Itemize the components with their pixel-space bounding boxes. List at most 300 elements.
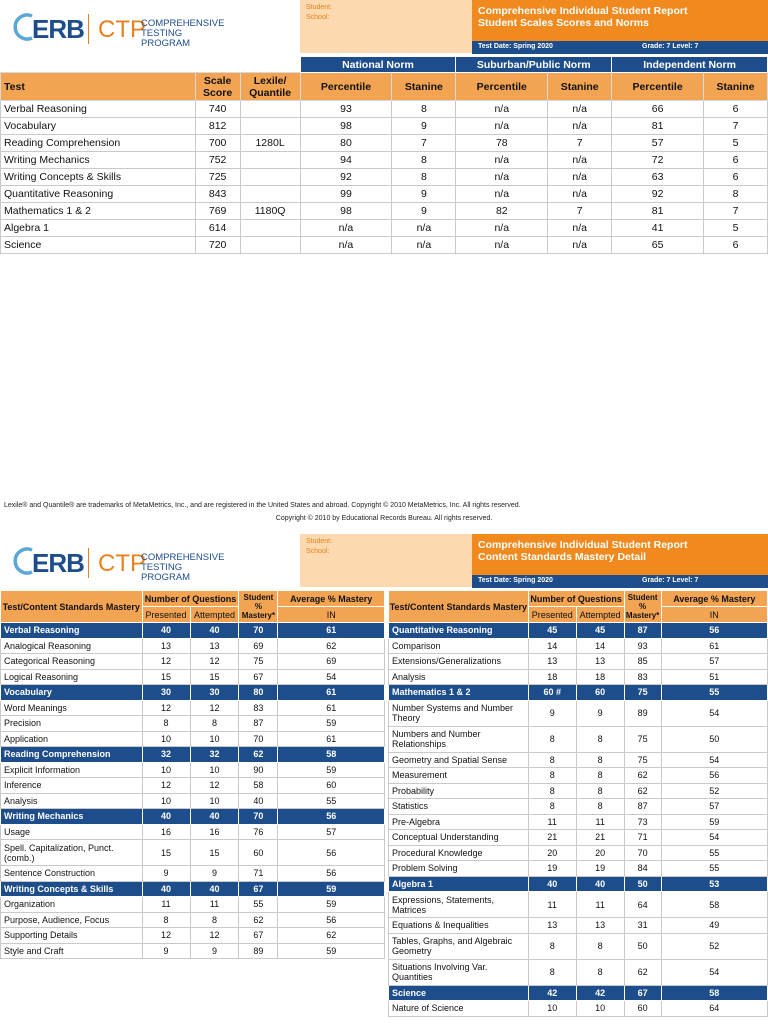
- mastery-cell: 54: [661, 830, 767, 846]
- report-title-line2: Student Scales Scores and Norms: [478, 17, 649, 29]
- score-cell: n/a: [456, 237, 548, 254]
- mastery-cell: 62: [624, 959, 661, 985]
- mastery-cell: 71: [624, 830, 661, 846]
- standard-name: Precision: [1, 716, 143, 732]
- mastery-cell: 32: [190, 747, 239, 763]
- copyright-notice: Copyright © 2010 by Educational Records Bureau. All rights reserved.: [275, 515, 493, 522]
- standard-name: Geometry and Spatial Sense: [389, 752, 529, 768]
- mastery-cell: 8: [576, 726, 624, 752]
- mastery-cell: 90: [239, 762, 278, 778]
- test-date: Test Date: Spring 2020: [478, 577, 553, 584]
- score-cell: n/a: [456, 169, 548, 186]
- mastery-cell: 12: [142, 700, 190, 716]
- mastery-cell: 55: [661, 845, 767, 861]
- col-test-standards: Test/Content Standards Mastery: [389, 591, 529, 623]
- score-cell: 8: [392, 101, 456, 118]
- mastery-cell: 8: [190, 912, 239, 928]
- logo-ctp-text: CTP: [98, 16, 146, 43]
- standard-row: [1, 638, 385, 654]
- mastery-cell: 75: [624, 726, 661, 752]
- mastery-cell: 9: [142, 943, 190, 959]
- mastery-cell: 56: [661, 623, 767, 639]
- report-title-2: [472, 534, 768, 575]
- mastery-cell: 62: [239, 747, 278, 763]
- standard-name: Word Meanings: [1, 700, 143, 716]
- mastery-cell: 56: [278, 912, 385, 928]
- mastery-cell: 45: [576, 623, 624, 639]
- mastery-cell: 55: [661, 685, 767, 701]
- mastery-cell: 9: [190, 866, 239, 882]
- report-title-line1: Comprehensive Individual Student Report: [478, 5, 688, 17]
- mastery-cell: 58: [661, 985, 767, 1001]
- score-cell: 6: [704, 169, 768, 186]
- standard-row: [1, 840, 385, 866]
- standard-row: [389, 726, 768, 752]
- col-in: IN: [278, 607, 385, 623]
- standard-name: Analogical Reasoning: [1, 638, 143, 654]
- mastery-cell: 11: [528, 814, 576, 830]
- score-cell: 65: [612, 237, 704, 254]
- score-cell: 66: [612, 101, 704, 118]
- standard-name: Algebra 1: [389, 876, 529, 892]
- standard-row: [389, 654, 768, 670]
- mastery-cell: 70: [239, 623, 278, 639]
- standard-row: [1, 700, 385, 716]
- score-cell: 94: [300, 152, 392, 169]
- score-cell: n/a: [548, 237, 612, 254]
- test-date: Test Date: Spring 2020: [478, 43, 553, 50]
- grade-level: Grade: 7 Level: 7: [642, 43, 699, 50]
- mastery-cell: 87: [624, 799, 661, 815]
- mastery-cell: 60: [278, 778, 385, 794]
- standard-name: Problem Solving: [389, 861, 529, 877]
- mastery-cell: 40: [239, 793, 278, 809]
- mastery-cell: 80: [239, 685, 278, 701]
- independent-norm-header: Independent Norm: [612, 57, 768, 73]
- standard-name: Explicit Information: [1, 762, 143, 778]
- col-attempted: Attempted: [576, 607, 624, 623]
- score-cell: 769: [195, 203, 240, 220]
- column-header-row: [1, 73, 768, 101]
- standard-name: Probability: [389, 783, 529, 799]
- mastery-left-body: [1, 623, 385, 959]
- mastery-cell: 56: [278, 809, 385, 825]
- score-cell: 1280L: [240, 135, 300, 152]
- mastery-cell: 61: [278, 685, 385, 701]
- mastery-cell: 56: [278, 840, 385, 866]
- score-row: [1, 152, 768, 169]
- report-title-line2: Content Standards Mastery Detail: [478, 551, 647, 563]
- standard-name: Application: [1, 731, 143, 747]
- mastery-cell: 8: [528, 799, 576, 815]
- standard-row: [389, 799, 768, 815]
- mastery-cell: 8: [528, 726, 576, 752]
- mastery-cell: 15: [190, 669, 239, 685]
- standard-row: [1, 928, 385, 944]
- mastery-cell: 8: [576, 752, 624, 768]
- standard-name: Science: [389, 985, 529, 1001]
- mastery-cell: 75: [239, 654, 278, 670]
- standard-row: [389, 700, 768, 726]
- col-average-mastery: Average % Mastery: [661, 591, 767, 607]
- standard-row: [389, 845, 768, 861]
- score-cell: n/a: [392, 237, 456, 254]
- logo-program-line2: TESTING PROGRAM: [141, 562, 191, 583]
- mastery-cell: 40: [142, 809, 190, 825]
- student-label: Student:: [306, 538, 333, 545]
- student-info-box-2: [300, 534, 472, 587]
- standard-name: Purpose, Audience, Focus: [1, 912, 143, 928]
- mastery-cell: 8: [528, 752, 576, 768]
- report-header: [0, 0, 768, 58]
- mastery-cell: 13: [190, 638, 239, 654]
- score-cell: 41: [612, 220, 704, 237]
- mastery-cell: 15: [190, 840, 239, 866]
- mastery-cell: 59: [278, 943, 385, 959]
- report-page-mastery: [0, 534, 768, 592]
- mastery-cell: 16: [190, 824, 239, 840]
- col-presented: Presented: [528, 607, 576, 623]
- standard-name: Equations & Inequalities: [389, 918, 529, 934]
- mastery-cell: 83: [239, 700, 278, 716]
- mastery-cell: 87: [624, 623, 661, 639]
- mastery-cell: 87: [239, 716, 278, 732]
- mastery-cell: 10: [142, 793, 190, 809]
- logo-divider: [88, 548, 89, 578]
- score-cell: 81: [612, 203, 704, 220]
- mastery-cell: 70: [624, 845, 661, 861]
- mastery-cell: 10: [142, 762, 190, 778]
- mastery-cell: 59: [278, 716, 385, 732]
- score-cell: 92: [612, 186, 704, 203]
- mastery-cell: 31: [624, 918, 661, 934]
- mastery-cell: 64: [624, 892, 661, 918]
- col-lexile: Lexile/ Quantile: [240, 73, 300, 101]
- logo-ctp-text: CTP: [98, 550, 146, 577]
- scores-body: [1, 101, 768, 254]
- mastery-cell: 12: [142, 778, 190, 794]
- score-row: [1, 237, 768, 254]
- score-cell: 6: [704, 237, 768, 254]
- mastery-cell: 62: [278, 928, 385, 944]
- mastery-cell: 18: [528, 669, 576, 685]
- score-row: [1, 169, 768, 186]
- col-test-standards: Test/Content Standards Mastery: [1, 591, 143, 623]
- standard-name: Tables, Graphs, and Algebraic Geometry: [389, 933, 529, 959]
- standard-name: Extensions/Generalizations: [389, 654, 529, 670]
- mastery-cell: 8: [576, 959, 624, 985]
- score-cell: 63: [612, 169, 704, 186]
- mastery-cell: 45: [528, 623, 576, 639]
- score-cell: n/a: [300, 237, 392, 254]
- test-name: Writing Mechanics: [1, 152, 196, 169]
- mastery-cell: 67: [239, 881, 278, 897]
- score-row: [1, 203, 768, 220]
- standard-row: [389, 1001, 768, 1017]
- score-cell: 5: [704, 135, 768, 152]
- mastery-cell: 10: [528, 1001, 576, 1017]
- score-row: [1, 135, 768, 152]
- mastery-cell: 62: [239, 912, 278, 928]
- score-cell: n/a: [548, 186, 612, 203]
- standard-name: Quantitative Reasoning: [389, 623, 529, 639]
- erb-ctp-logo: [10, 10, 225, 50]
- standard-row: [389, 814, 768, 830]
- mastery-cell: 62: [624, 783, 661, 799]
- mastery-cell: 64: [661, 1001, 767, 1017]
- mastery-cell: 73: [624, 814, 661, 830]
- mastery-cell: 54: [278, 669, 385, 685]
- scores-norms-table: [0, 56, 768, 254]
- mastery-cell: 57: [661, 654, 767, 670]
- mastery-cell: 10: [576, 1001, 624, 1017]
- mastery-cell: 54: [661, 959, 767, 985]
- mastery-cell: 18: [576, 669, 624, 685]
- score-cell: 9: [392, 118, 456, 135]
- test-name: Vocabulary: [1, 118, 196, 135]
- standard-row: [1, 731, 385, 747]
- category-row: [389, 623, 768, 639]
- score-cell: n/a: [548, 101, 612, 118]
- standard-row: [389, 768, 768, 784]
- standard-row: [389, 892, 768, 918]
- score-cell: n/a: [456, 118, 548, 135]
- report-title-line1: Comprehensive Individual Student Report: [478, 539, 688, 551]
- mastery-cell: 10: [190, 793, 239, 809]
- mastery-cell: 11: [142, 897, 190, 913]
- standard-name: Usage: [1, 824, 143, 840]
- mastery-cell: 55: [661, 861, 767, 877]
- mastery-cell: 52: [661, 933, 767, 959]
- standard-name: Situations Involving Var. Quantities: [389, 959, 529, 985]
- mastery-cell: 19: [528, 861, 576, 877]
- standard-row: [389, 752, 768, 768]
- standard-name: Expressions, Statements, Matrices: [389, 892, 529, 918]
- logo-erb-text: ERB: [32, 548, 84, 578]
- standard-row: [1, 824, 385, 840]
- mastery-cell: 21: [528, 830, 576, 846]
- mastery-cell: 42: [528, 985, 576, 1001]
- score-cell: n/a: [392, 220, 456, 237]
- blank-header: [1, 57, 301, 73]
- mastery-cell: 11: [190, 897, 239, 913]
- national-norm-header: National Norm: [300, 57, 456, 73]
- score-cell: 725: [195, 169, 240, 186]
- standard-name: Mathematics 1 & 2: [389, 685, 529, 701]
- score-cell: 752: [195, 152, 240, 169]
- standard-row: [1, 762, 385, 778]
- standard-name: Sentence Construction: [1, 866, 143, 882]
- mastery-cell: 9: [576, 700, 624, 726]
- mastery-cell: 49: [661, 918, 767, 934]
- mastery-cell: 50: [624, 933, 661, 959]
- mastery-cell: 12: [190, 928, 239, 944]
- score-cell: 9: [392, 203, 456, 220]
- mastery-cell: 14: [528, 638, 576, 654]
- col-number-questions: Number of Questions: [142, 591, 239, 607]
- mastery-cell: 8: [576, 768, 624, 784]
- mastery-cell: 61: [661, 638, 767, 654]
- erb-ctp-logo-2: [10, 544, 225, 584]
- mastery-cell: 40: [142, 881, 190, 897]
- mastery-cell: 11: [528, 892, 576, 918]
- mastery-cell: 85: [624, 654, 661, 670]
- grade-level: Grade: 7 Level: 7: [642, 577, 699, 584]
- standard-row: [389, 638, 768, 654]
- mastery-cell: 8: [142, 716, 190, 732]
- test-name: Algebra 1: [1, 220, 196, 237]
- standard-name: Vocabulary: [1, 685, 143, 701]
- col-student-mastery: Student % Mastery*: [239, 591, 278, 623]
- mastery-cell: 15: [142, 669, 190, 685]
- mastery-cell: 67: [624, 985, 661, 1001]
- score-cell: 99: [300, 186, 392, 203]
- score-cell: [240, 118, 300, 135]
- col-national-stanine: Stanine: [392, 73, 456, 101]
- standard-row: [1, 866, 385, 882]
- standard-name: Analysis: [1, 793, 143, 809]
- score-cell: 720: [195, 237, 240, 254]
- mastery-cell: 8: [142, 912, 190, 928]
- col-student-mastery: Student % Mastery*: [624, 591, 661, 623]
- mastery-cell: 13: [528, 918, 576, 934]
- mastery-cell: 20: [528, 845, 576, 861]
- score-row: [1, 186, 768, 203]
- test-info-bar: [472, 41, 768, 54]
- standard-name: Conceptual Understanding: [389, 830, 529, 846]
- student-info-box: [300, 0, 472, 53]
- mastery-cell: 50: [624, 876, 661, 892]
- standard-name: Verbal Reasoning: [1, 623, 143, 639]
- mastery-cell: 30: [142, 685, 190, 701]
- mastery-cell: 75: [624, 685, 661, 701]
- mastery-cell: 9: [142, 866, 190, 882]
- standard-name: Writing Concepts & Skills: [1, 881, 143, 897]
- mastery-cell: 60 #: [528, 685, 576, 701]
- standard-name: Statistics: [389, 799, 529, 815]
- standard-name: Style and Craft: [1, 943, 143, 959]
- category-row: [1, 881, 385, 897]
- mastery-cell: 60: [624, 1001, 661, 1017]
- test-name: Quantitative Reasoning: [1, 186, 196, 203]
- mastery-cell: 57: [661, 799, 767, 815]
- mastery-table-left: [0, 590, 385, 959]
- score-cell: n/a: [456, 186, 548, 203]
- mastery-cell: 10: [142, 731, 190, 747]
- mastery-cell: 8: [576, 799, 624, 815]
- mastery-cell: 55: [239, 897, 278, 913]
- mastery-cell: 40: [190, 623, 239, 639]
- mastery-cell: 12: [142, 928, 190, 944]
- score-cell: n/a: [548, 152, 612, 169]
- category-row: [1, 809, 385, 825]
- col-number-questions: Number of Questions: [528, 591, 624, 607]
- category-row: [389, 985, 768, 1001]
- mastery-cell: 8: [528, 933, 576, 959]
- score-cell: 92: [300, 169, 392, 186]
- standard-name: Categorical Reasoning: [1, 654, 143, 670]
- score-cell: n/a: [456, 152, 548, 169]
- mastery-cell: 59: [278, 762, 385, 778]
- mastery-cell: 12: [190, 654, 239, 670]
- standard-name: Procedural Knowledge: [389, 845, 529, 861]
- logo-program-text: [141, 19, 224, 49]
- mastery-cell: 59: [278, 881, 385, 897]
- mastery-cell: 56: [278, 866, 385, 882]
- mastery-cell: 75: [624, 752, 661, 768]
- report-title: [472, 0, 768, 41]
- col-test: Test: [1, 73, 196, 101]
- score-cell: 93: [300, 101, 392, 118]
- mastery-cell: 12: [190, 700, 239, 716]
- standard-row: [1, 654, 385, 670]
- score-cell: 7: [704, 203, 768, 220]
- mastery-cell: 54: [661, 700, 767, 726]
- category-row: [1, 747, 385, 763]
- logo-program-line1: COMPREHENSIVE: [141, 552, 225, 563]
- mastery-cell: 19: [576, 861, 624, 877]
- mastery-cell: 67: [239, 928, 278, 944]
- mastery-cell: 70: [239, 809, 278, 825]
- standard-name: Inference: [1, 778, 143, 794]
- score-cell: 98: [300, 118, 392, 135]
- score-cell: n/a: [300, 220, 392, 237]
- mastery-cell: 57: [278, 824, 385, 840]
- mastery-cell: 56: [661, 768, 767, 784]
- score-cell: 8: [704, 186, 768, 203]
- mastery-cell: 10: [190, 731, 239, 747]
- category-row: [1, 685, 385, 701]
- standard-row: [1, 669, 385, 685]
- col-attempted: Attempted: [190, 607, 239, 623]
- test-name: Verbal Reasoning: [1, 101, 196, 118]
- mastery-cell: 8: [576, 783, 624, 799]
- mastery-cell: 51: [661, 669, 767, 685]
- mastery-cell: 58: [239, 778, 278, 794]
- logo-erb-text: ERB: [32, 14, 84, 44]
- school-label: School:: [306, 14, 330, 21]
- standard-row: [1, 912, 385, 928]
- test-name: Writing Concepts & Skills: [1, 169, 196, 186]
- standard-row: [1, 778, 385, 794]
- mastery-cell: 60: [576, 685, 624, 701]
- mastery-cell: 13: [576, 654, 624, 670]
- score-cell: n/a: [548, 220, 612, 237]
- standard-row: [389, 959, 768, 985]
- standard-row: [389, 669, 768, 685]
- score-cell: 81: [612, 118, 704, 135]
- logo-program-line1: COMPREHENSIVE: [141, 18, 225, 29]
- mastery-cell: 40: [528, 876, 576, 892]
- school-label: School:: [306, 548, 330, 555]
- standard-name: Nature of Science: [389, 1001, 529, 1017]
- trademark-notice: Lexile® and Quantile® are trademarks of MetaMetrics, Inc., and are registered in the United States and abroad. Copyright © 2010 MetaMetrics, Inc. All rights reserved.: [4, 502, 521, 509]
- mastery-cell: 12: [142, 654, 190, 670]
- score-cell: [240, 152, 300, 169]
- mastery-cell: 52: [661, 783, 767, 799]
- mastery-cell: 15: [142, 840, 190, 866]
- col-scale-score: Scale Score: [195, 73, 240, 101]
- mastery-cell: 93: [624, 638, 661, 654]
- mastery-cell: 8: [528, 783, 576, 799]
- score-cell: n/a: [456, 101, 548, 118]
- mastery-cell: 59: [661, 814, 767, 830]
- mastery-cell: 8: [528, 768, 576, 784]
- col-national-percentile: Percentile: [300, 73, 392, 101]
- report-page-scores: [0, 0, 768, 58]
- standard-row: [1, 943, 385, 959]
- mastery-cell: 58: [278, 747, 385, 763]
